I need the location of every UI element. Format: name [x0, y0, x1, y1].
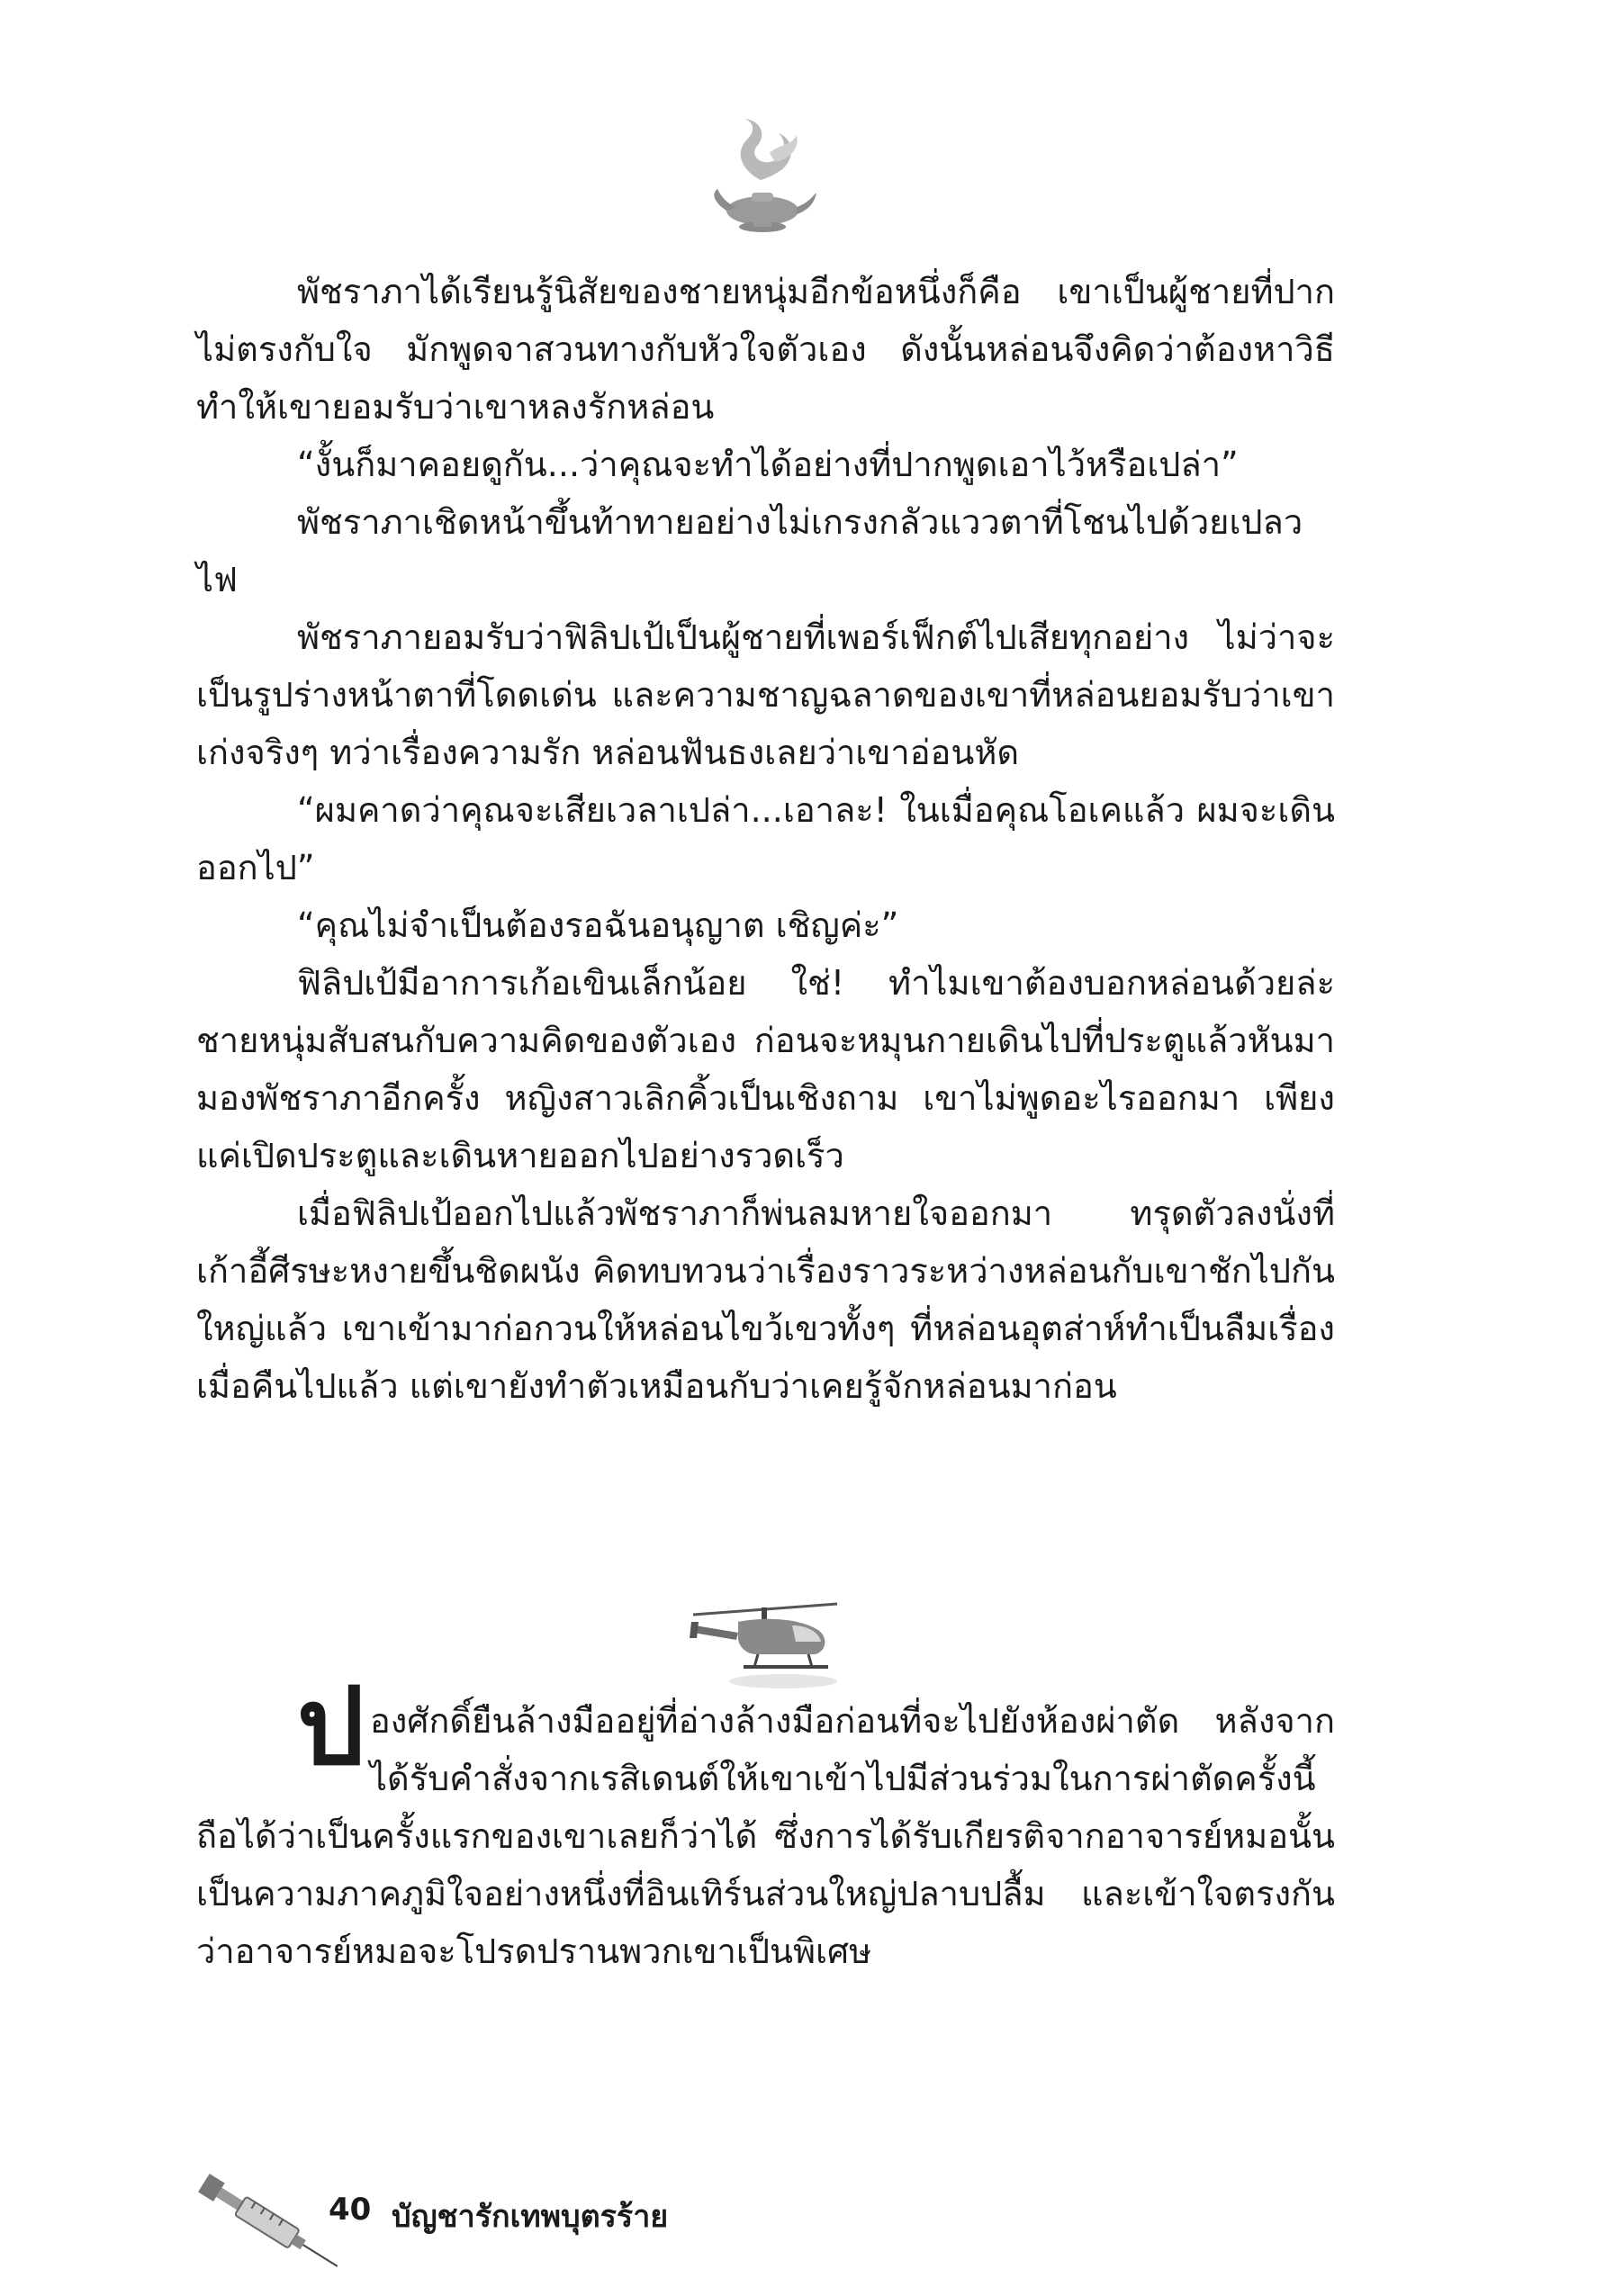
genie-lamp-icon [707, 117, 819, 239]
page-number: 40 [329, 2192, 372, 2228]
section-text-block [196, 1663, 1335, 1980]
main-text-block [196, 263, 1335, 1415]
dialogue-paragraph: “คุณไม่จำเป็นต้องรอฉันอนุญาต เชิญค่ะ” [297, 905, 899, 945]
syringe-icon [185, 2156, 338, 2282]
paragraph: พัชราภาได้เรียนรู้นิสัยของชายหนุ่มอีกข้อหนึ่งก็คือ เขาเป็นผู้ชายที่ปากไม่ตรงกับใจ มักพูดจาสวนทางกับหัวใจตัวเอง ดังนั้นหล่อนจึงคิดว่าต้องหาวิธีทำให้เขายอมรับว่าเขาหลงรักหล่อน [196, 272, 1335, 427]
drop-cap: ป [297, 1663, 365, 1788]
dialogue-paragraph: “ผมคาดว่าคุณจะเสียเวลาเปล่า...เอาละ! ในเมื่อคุณโอเคแล้ว ผมจะเดินออกไป” [196, 790, 1335, 887]
paragraph: เมื่อฟิลิปเป้ออกไปแล้วพัชราภาก็พ่นลมหายใจออกมา ทรุดตัวลงนั่งที่เก้าอี้ศีรษะหงายขึ้นชิดผนัง คิดทบทวนว่าเรื่องราวระหว่างหล่อนกับเขาชักไปกันใหญ่แล้ว เขาเข้ามาก่อกวนให้หล่อนไขว้เขวทั้งๆ ที่หล่อนอุตส่าห์ทำเป็นลืมเรื่องเมื่อคืนไปแล้ว แต่เขายังทำตัวเหมือนกับว่าเคยรู้จักหล่อนมาก่อน [196, 1193, 1335, 1406]
paragraph-with-dropcap [196, 1663, 1335, 1980]
paragraph: พัชราภายอมรับว่าฟิลิปเป้เป็นผู้ชายที่เพอร์เฟ็กต์ไปเสียทุกอย่าง ไม่ว่าจะเป็นรูปร่างหน้าตาที่โดดเด่น และความชาญฉลาดของเขาที่หล่อนยอมรับว่าเขาเก่งจริงๆ ทว่าเรื่องความรัก หล่อนฟันธงเลยว่าเขาอ่อนหัด [196, 617, 1335, 772]
page-footer [180, 2156, 810, 2282]
book-title: บัญชารักเทพบุตรร้าย [392, 2199, 669, 2235]
helicopter-icon [684, 1595, 846, 1694]
paragraph-text: องศักดิ์ยืนล้างมืออยู่ที่อ่างล้างมือก่อนที่จะไปยังห้องผ่าตัด หลังจากได้รับคำสั่งจากเรสิเดนต์ให้เขาเข้าไปมีส่วนร่วมในการผ่าตัดครั้งนี้ ถือได้ว่าเป็นครั้งแรกของเขาเลยก็ว่าได้ ซึ่งการได้รับเกียรติจากอาจารย์หมอนั้นเป็นความภาคภูมิใจอย่างหนึ่งที่อินเทิร์นส่วนใหญ่ปลาบปลื้ม และเข้าใจตรงกันว่าอาจารย์หมอจะโปรดปรานพวกเขาเป็นพิเศษ [196, 1701, 1335, 1971]
dialogue-paragraph: “งั้นก็มาคอยดูกัน...ว่าคุณจะทำได้อย่างที่ปากพูดเอาไว้หรือเปล่า” [297, 445, 1239, 484]
paragraph: พัชราภาเชิดหน้าขึ้นท้าทายอย่างไม่เกรงกลัวแววตาที่โชนไปด้วยเปลวไฟ [196, 502, 1303, 599]
paragraph: ฟิลิปเป้มีอาการเก้อเขินเล็กน้อย ใช่! ทำไมเขาต้องบอกหล่อนด้วยล่ะ ชายหนุ่มสับสนกับความคิดของตัวเอง ก่อนจะหมุนกายเดินไปที่ประตูแล้วหันมามองพัชราภาอีกครั้ง หญิงสาวเลิกคิ้วเป็นเชิงถาม เขาไม่พูดอะไรออกมา เพียงแค่เปิดประตูและเดินหายออกไปอย่างรวดเร็ว [196, 963, 1335, 1175]
